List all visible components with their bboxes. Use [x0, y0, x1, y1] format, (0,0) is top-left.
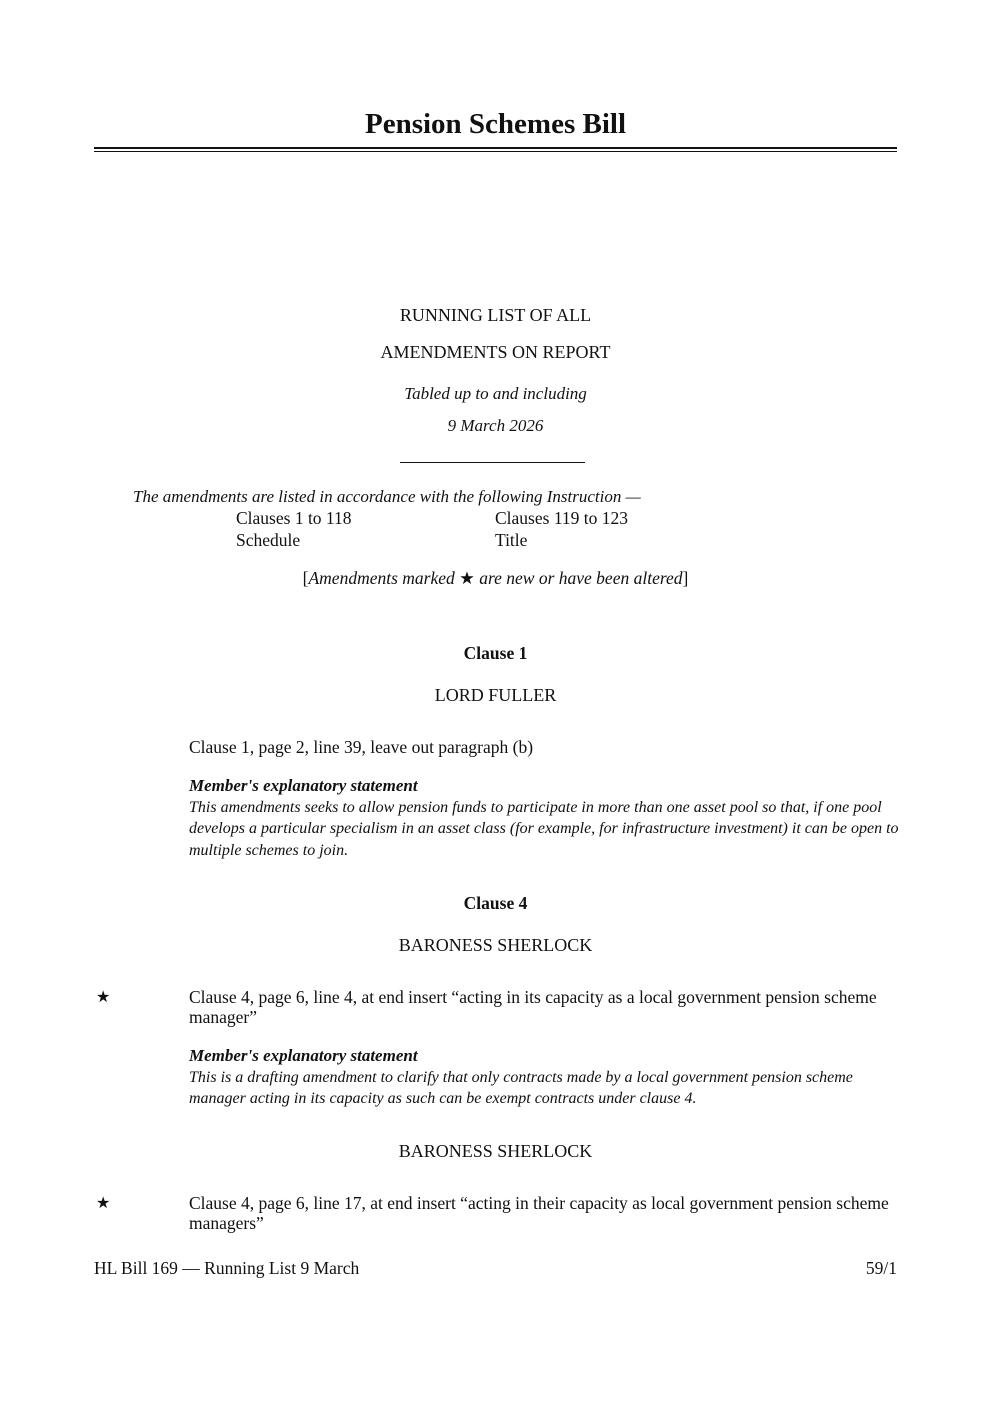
statement-heading: Member's explanatory statement	[189, 776, 418, 795]
statement-text: This is a drafting amendment to clarify that only contracts made by a local government pension scheme manager acting in its capacity as such can be exempt contracts under clause 4.	[189, 1068, 853, 1107]
instruction-item: Clauses 119 to 123	[495, 508, 629, 528]
member-name: BARONESS SHERLOCK	[398, 935, 593, 955]
footer-page-number: 59/1	[865, 1258, 897, 1278]
member-name: LORD FULLER	[434, 685, 557, 705]
member-name: BARONESS SHERLOCK	[398, 1141, 593, 1161]
amendment-text: Clause 1, page 2, line 39, leave out paragraph (b)	[189, 737, 534, 757]
instruction-item: Clauses 1 to 118	[236, 508, 352, 528]
amendment-text: Clause 4, page 6, line 17, at end insert “acting in their capacity as local government pension scheme managers”	[189, 1193, 889, 1233]
instruction-item: Schedule	[236, 530, 301, 550]
heading-line-1: RUNNING LIST OF ALL	[399, 305, 592, 325]
statement-text: This amendments seeks to allow pension funds to participate in more than one asset pool so that, if one pool develops a particular specialism in an asset class (for example, for infrastructure investment) it can be open to multiple schemes to join.	[189, 798, 899, 859]
note-text: Amendments marked	[308, 568, 460, 588]
clause-heading: Clause 1	[463, 643, 528, 663]
title-rule-bottom	[94, 151, 897, 152]
star-icon: ★	[96, 1195, 111, 1212]
note-bracket: ]	[682, 568, 689, 588]
title-rule-top	[94, 147, 897, 149]
footer-bill-ref: HL Bill 169 — Running List 9 March	[94, 1258, 360, 1278]
instruction-intro: The amendments are listed in accordance with the following Instruction —	[133, 487, 641, 506]
note-text: are new or have been altered	[474, 568, 683, 588]
instruction-item: Title	[495, 530, 528, 550]
document-title: Pension Schemes Bill	[364, 108, 626, 140]
tabled-date: 9 March 2026	[447, 416, 544, 435]
note-bracket: [	[302, 568, 309, 588]
tabled-text: Tabled up to and including	[404, 384, 587, 403]
divider	[400, 462, 585, 463]
explanatory-statement	[189, 1045, 901, 1110]
statement-heading: Member's explanatory statement	[189, 1046, 418, 1065]
amendment-text: Clause 4, page 6, line 4, at end insert “acting in its capacity as a local government pension scheme manager”	[189, 987, 877, 1027]
clause-heading: Clause 4	[463, 893, 528, 913]
explanatory-statement	[189, 775, 901, 861]
star-icon: ★	[96, 989, 111, 1006]
star-note	[0, 568, 991, 588]
star-icon: ★	[459, 568, 475, 588]
heading-line-2: AMENDMENTS ON REPORT	[380, 342, 611, 362]
